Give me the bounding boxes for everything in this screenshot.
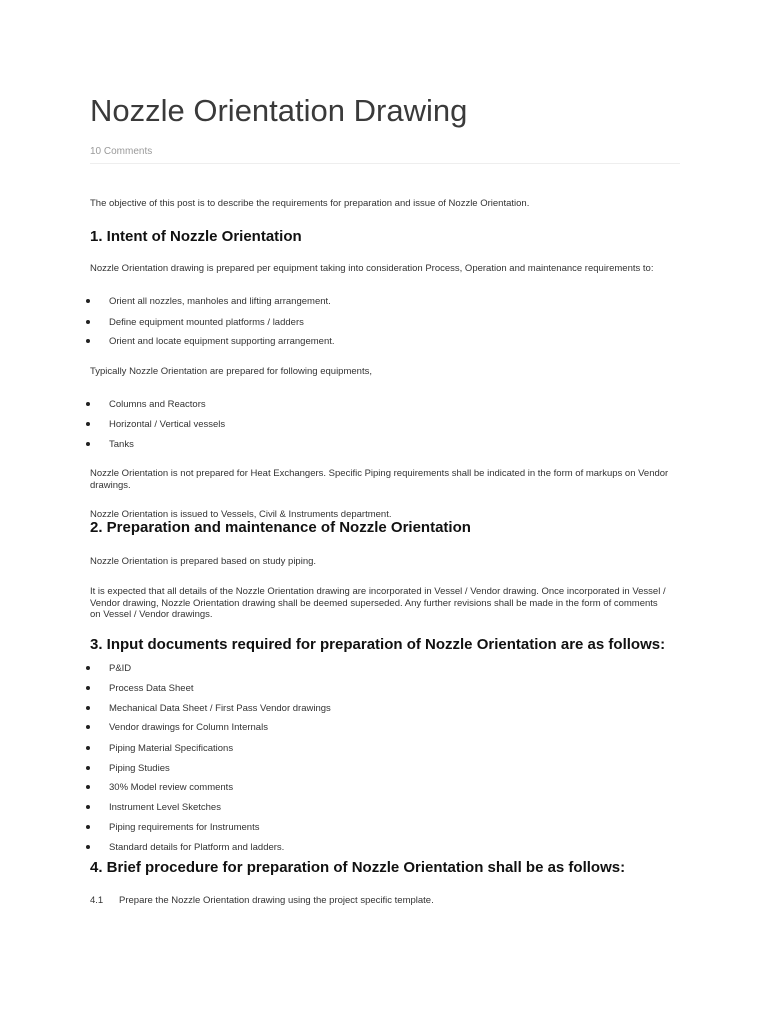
bullet-icon	[86, 845, 90, 849]
bullet-icon	[86, 785, 90, 789]
bullet-icon	[86, 766, 90, 770]
section-1-intro: Nozzle Orientation drawing is prepared per equipment taking into consideration Process, Operation and maintenance requirements to:	[90, 263, 654, 274]
section-2-paragraph-1: Nozzle Orientation is prepared based on study piping.	[90, 556, 317, 567]
bullet-icon	[86, 402, 90, 406]
bullet-icon	[86, 725, 90, 729]
page-title: Nozzle Orientation Drawing	[90, 93, 468, 128]
section-3-heading: 3. Input documents required for preparation of Nozzle Orientation are as follows:	[90, 636, 666, 653]
step-number: 4.1	[90, 895, 104, 906]
section-2-heading: 2. Preparation and maintenance of Nozzle Orientation	[90, 519, 471, 536]
intro-paragraph: The objective of this post is to describe the requirements for preparation and issue of Nozzle Orientation.	[90, 198, 530, 209]
bullet-icon	[86, 686, 90, 690]
section-1-heading: 1. Intent of Nozzle Orientation	[90, 228, 302, 245]
comments-link[interactable]: 10 Comments	[90, 146, 153, 157]
bullet-icon	[86, 422, 90, 426]
not-prepared-paragraph: Nozzle Orientation is not prepared for Heat Exchangers. Specific Piping requirements shall be indicated in the form of markups on Vendor drawings.	[90, 468, 669, 491]
bullet-icon	[86, 666, 90, 670]
divider	[90, 163, 680, 164]
section-4-heading: 4. Brief procedure for preparation of Nozzle Orientation shall be as follows:	[90, 859, 626, 876]
bullet-icon	[86, 706, 90, 710]
bullet-icon	[86, 320, 90, 324]
typically-paragraph: Typically Nozzle Orientation are prepared for following equipments,	[90, 366, 372, 377]
section-2-paragraph-2: It is expected that all details of the Nozzle Orientation drawing are incorporated in Vessel / Vendor drawing. Once incorporated in Vessel / Vendor drawing, Nozzle Orientation drawing shall be deemed superseded. Any further revisions shall be made in the form of comments on Vessel / Vendor drawings.	[90, 586, 666, 620]
bullet-icon	[86, 442, 90, 446]
step-text: Prepare the Nozzle Orientation drawing using the project specific template.	[119, 895, 434, 906]
bullet-icon	[86, 299, 90, 303]
issued-to-paragraph: Nozzle Orientation is issued to Vessels, Civil & Instruments department.	[90, 509, 392, 520]
bullet-icon	[86, 805, 90, 809]
bullet-icon	[86, 339, 90, 343]
bullet-icon	[86, 746, 90, 750]
bullet-icon	[86, 825, 90, 829]
